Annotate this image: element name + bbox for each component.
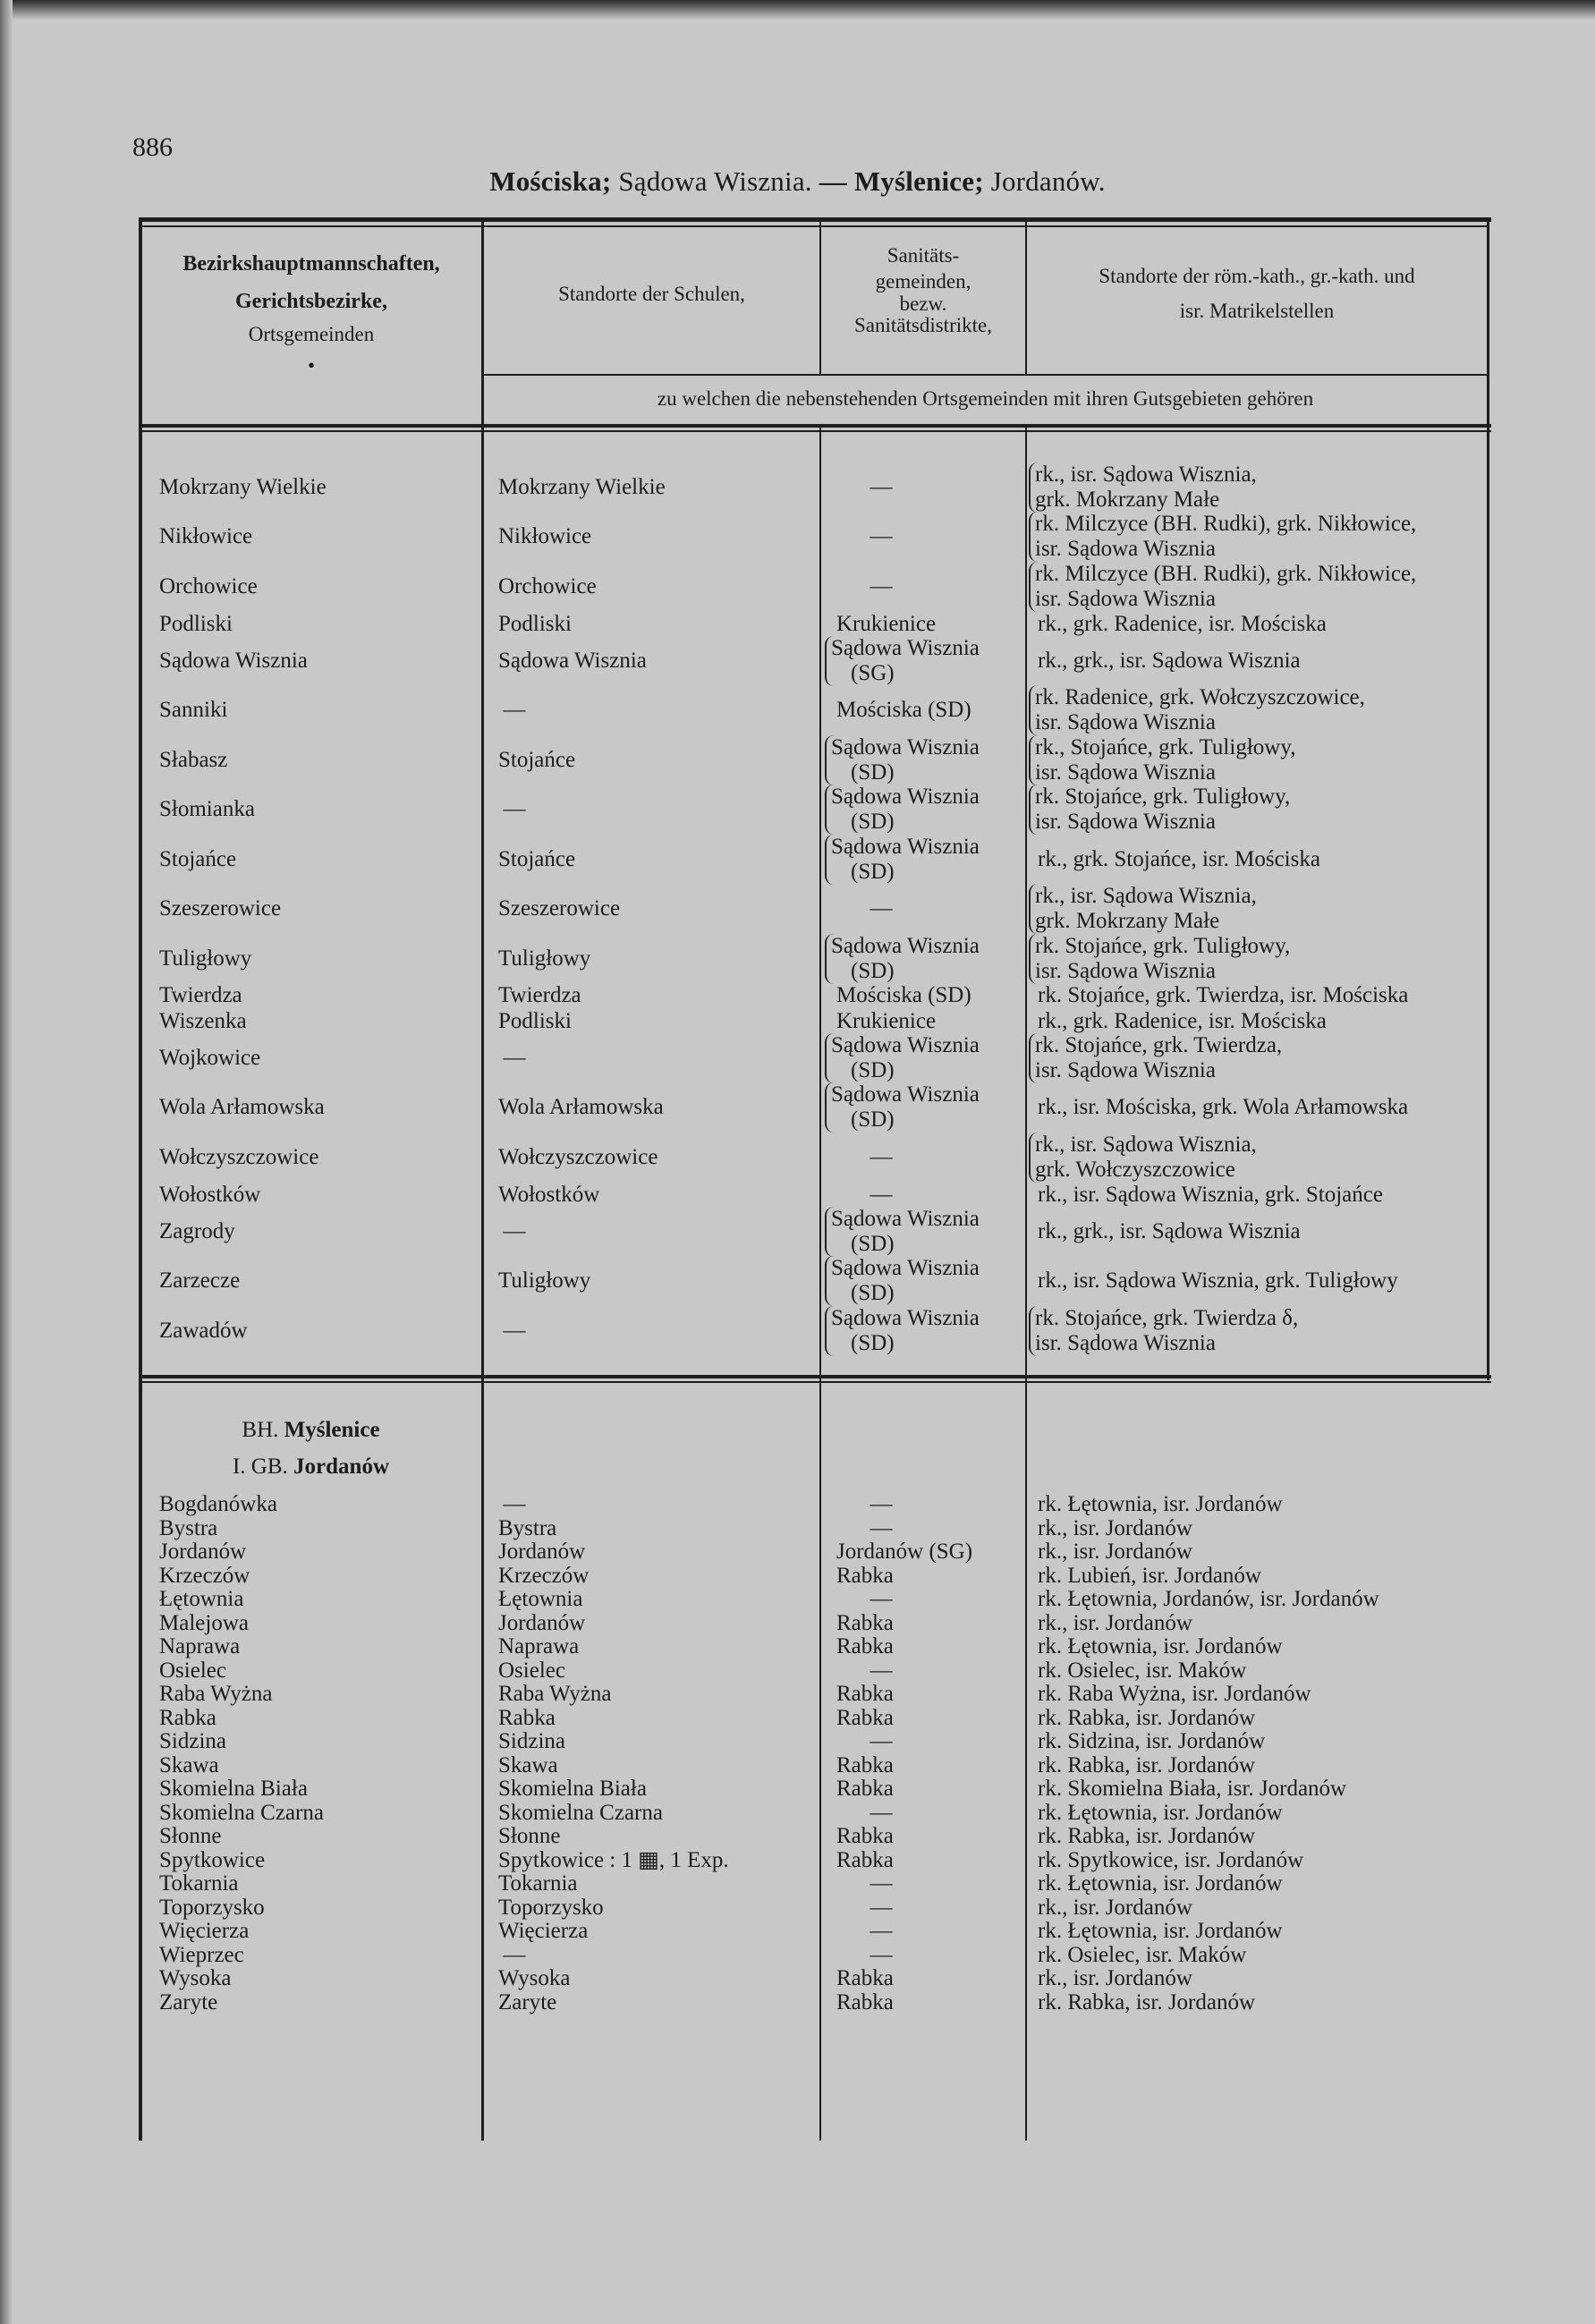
header-col3-line1: Sanitäts- (887, 244, 960, 267)
register-locations-line: isr. Sądowa Wisznia (1035, 537, 1216, 561)
municipality-name: Spytkowice (159, 1847, 266, 1872)
sanitary-district: — (870, 1515, 893, 1540)
municipality-name: Toporzysko (159, 1895, 265, 1920)
sanitary-district (836, 1990, 894, 2015)
school-location: Bystra (498, 1515, 557, 1540)
municipality-name: Mokrzany Wielkie (159, 475, 327, 499)
register-locations-line: rk., grk. Stojańce, isr. Mościska (1038, 847, 1320, 871)
school-location: — (503, 797, 526, 821)
register-locations (1029, 462, 1257, 513)
register-locations (1029, 1132, 1257, 1183)
municipality-name: Naprawa (159, 1634, 241, 1658)
register-locations-line: rk., isr. Jordanów (1038, 1895, 1192, 1920)
table-top-rule-thin (141, 225, 1489, 227)
header-col-schools: Standorte der Schulen, (558, 283, 745, 305)
page-title (0, 165, 1595, 198)
register-locations-line: rk., grk. Radenice, isr. Mościska (1038, 1009, 1327, 1033)
register-locations (1029, 685, 1365, 735)
school-location: Mokrzany Wielkie (498, 475, 666, 499)
sanitary-district-line: Sądowa Wisznia (831, 1256, 980, 1280)
school-location: — (503, 1319, 526, 1343)
register-locations-line: rk., grk., isr. Sądowa Wisznia (1038, 649, 1301, 673)
table-left-border (139, 217, 142, 2141)
sanitary-district (836, 1539, 972, 1565)
school-location: Podliski (498, 1009, 572, 1033)
sanitary-district: — (870, 1145, 893, 1169)
municipality-name: Sidzina (159, 1729, 226, 1753)
sanitary-district: — (870, 1658, 893, 1683)
school-location: Toporzysko (498, 1895, 604, 1920)
sanitary-district (836, 1564, 894, 1589)
district-prefix: BH. (242, 1418, 279, 1442)
register-locations (1038, 1919, 1283, 1944)
register-locations (1029, 735, 1295, 785)
register-locations-line: grk. Wołczyszczowice (1035, 1158, 1235, 1182)
school-location: Osielec (498, 1658, 565, 1683)
sanitary-district-line: Rabka (836, 1752, 894, 1777)
register-locations (1038, 847, 1320, 872)
municipality-name: Skomielna Biała (159, 1777, 308, 1801)
school-location: Twierdza (498, 983, 581, 1007)
sanitary-district-line: (SD) (851, 1058, 895, 1082)
municipality-name: Skomielna Czarna (159, 1800, 324, 1825)
register-locations-line: isr. Sądowa Wisznia (1035, 760, 1216, 785)
register-locations-line: rk. Stojańce, grk. Twierdza, isr. Mościska (1038, 983, 1409, 1007)
school-location: Więcierza (498, 1919, 589, 1943)
register-locations-line: rk. Rabka, isr. Jordanów (1038, 1989, 1256, 2014)
school-location: Słonne (498, 1824, 561, 1848)
school-location: Skomielna Czarna (498, 1800, 663, 1825)
register-locations-line: rk. Lubień, isr. Jordanów (1038, 1563, 1261, 1588)
school-location: — (503, 1046, 526, 1070)
register-locations (1038, 1492, 1283, 1517)
municipality-name: Sądowa Wisznia (159, 649, 308, 673)
register-locations-line: isr. Sądowa Wisznia (1035, 1058, 1216, 1082)
header-col4-line2: isr. Matrikelstellen (1179, 299, 1335, 322)
municipality-name: Wołczyszczowice (159, 1145, 319, 1169)
municipality-name: Raba Wyżna (159, 1682, 273, 1706)
register-locations (1038, 1219, 1301, 1244)
sanitary-district-line: (SD) (851, 1331, 895, 1355)
sanitary-district-line: (SD) (851, 1107, 895, 1132)
sanitary-district-line: Mościska (SD) (836, 983, 971, 1007)
sanitary-district-line: Rabka (836, 1824, 894, 1848)
school-location: Naprawa (498, 1634, 580, 1658)
school-location: Jordanów (498, 1539, 586, 1564)
sanitary-district (825, 1207, 980, 1257)
title-court-1: Sądowa Wisznia. (618, 165, 812, 197)
register-locations (1038, 1824, 1255, 1849)
sanitary-district (836, 1824, 894, 1849)
sanitary-district (825, 1256, 980, 1306)
sanitary-district (836, 1753, 894, 1778)
sanitary-district-line: Sądowa Wisznia (831, 835, 980, 859)
school-location: Zaryte (498, 1989, 557, 2014)
school-location: Rabka (498, 1705, 556, 1730)
municipality-name: Szeszerowice (159, 896, 282, 920)
sanitary-district (836, 1777, 894, 1802)
register-locations-line: rk. Osielec, isr. Maków (1038, 1942, 1247, 1967)
register-locations-line: rk. Spytkowice, isr. Jordanów (1038, 1847, 1304, 1872)
municipality-name: Nikłowice (159, 524, 253, 548)
sanitary-district-line: Sądowa Wisznia (831, 1306, 980, 1330)
district-name: Myślenice (284, 1418, 380, 1442)
header-subheader: zu welchen die nebenstehenden Ortsgemeinden mit ihren Gutsgebieten gehören (657, 387, 1314, 410)
municipality-name: Podliski (159, 612, 233, 636)
register-locations-line: isr. Sądowa Wisznia (1035, 810, 1216, 834)
school-location: Tuligłowy (498, 946, 591, 971)
header-col-sanitary (821, 243, 1025, 339)
school-location: Wołczyszczowice (498, 1145, 658, 1169)
municipality-name: Tokarnia (159, 1871, 239, 1896)
municipality-name: Krzeczów (159, 1563, 250, 1588)
sanitary-district-line: Krukienice (836, 1009, 937, 1033)
sanitary-district: — (870, 1492, 893, 1516)
register-locations (1038, 1871, 1283, 1896)
register-locations-line: rk., Stojańce, grk. Tuligłowy, (1035, 735, 1296, 759)
header-col-municipalities (141, 250, 481, 379)
sanitary-district: — (870, 574, 893, 598)
header-col-registers (1027, 264, 1487, 325)
register-locations-line: grk. Mokrzany Małe (1035, 488, 1220, 512)
register-locations-line: isr. Sądowa Wisznia (1035, 710, 1216, 734)
header-bullet: • (307, 353, 316, 377)
sanitary-district-line: Rabka (836, 1966, 894, 1990)
school-location: Tuligłowy (498, 1268, 591, 1293)
sanitary-district (825, 735, 980, 785)
register-locations (1038, 1943, 1246, 1968)
municipality-name: Więcierza (159, 1919, 250, 1943)
register-locations (1038, 1539, 1192, 1565)
register-locations-line: rk., isr. Sądowa Wisznia, grk. Tuligłowy (1038, 1268, 1398, 1293)
register-locations (1038, 1729, 1265, 1754)
register-locations (1038, 1753, 1255, 1778)
register-locations-line: rk. Łętownia, isr. Jordanów (1038, 1800, 1283, 1825)
municipality-name: Sanniki (159, 698, 228, 722)
register-locations (1038, 1183, 1383, 1208)
header-col1-line3: Ortsgemeinden (248, 323, 375, 345)
sanitary-district (836, 1848, 894, 1873)
school-location: Nikłowice (498, 524, 592, 548)
register-locations-line: rk., isr. Sądowa Wisznia, (1035, 1132, 1257, 1157)
register-locations (1038, 1966, 1192, 1991)
sanitary-district-line: Rabka (836, 1682, 894, 1706)
sanitary-district-line: Rabka (836, 1847, 894, 1872)
sanitary-district-line: Rabka (836, 1563, 894, 1588)
school-location: — (503, 1492, 526, 1516)
sanitary-district: — (870, 1800, 893, 1825)
sanitary-district: — (870, 1183, 893, 1207)
municipality-name: Wola Arłamowska (159, 1095, 325, 1119)
school-location: Podliski (498, 612, 572, 636)
register-locations-line: grk. Mokrzany Małe (1035, 909, 1220, 933)
sanitary-district-line: Sądowa Wisznia (831, 1207, 980, 1231)
municipality-name: Orchowice (159, 574, 258, 598)
school-location: Sidzina (498, 1729, 565, 1753)
school-location: Orchowice (498, 574, 597, 598)
register-locations-line: isr. Sądowa Wisznia (1035, 587, 1216, 611)
school-location: Krzeczów (498, 1563, 590, 1588)
municipality-name: Tuligłowy (159, 946, 252, 971)
header-bottom-rule-thin (139, 430, 1491, 432)
municipality-name: Rabka (159, 1705, 216, 1730)
municipality-name: Twierdza (159, 983, 242, 1007)
sanitary-district (825, 1033, 980, 1083)
header-col1-line2: Gerichtsbezirke, (235, 290, 387, 313)
register-locations (1029, 1306, 1298, 1356)
register-locations-line: rk. Łętownia, isr. Jordanów (1038, 1919, 1283, 1943)
sanitary-district (836, 1634, 894, 1659)
sanitary-district: — (870, 1942, 893, 1967)
register-locations-line: rk. Rabka, isr. Jordanów (1038, 1824, 1256, 1848)
title-district-2: Myślenice; (853, 165, 984, 197)
register-locations-line: rk. Rabka, isr. Jordanów (1038, 1752, 1256, 1777)
sanitary-district: — (870, 524, 893, 548)
register-locations-line: isr. Sądowa Wisznia (1035, 1331, 1216, 1355)
register-locations (1038, 1896, 1192, 1921)
register-locations (1038, 612, 1327, 637)
municipality-name: Wieprzec (159, 1942, 244, 1967)
register-locations-line: rk., isr. Jordanów (1038, 1610, 1192, 1635)
municipality-name: Zaryte (159, 1989, 218, 2014)
register-locations (1029, 934, 1290, 984)
register-locations-line: rk. Łętownia, isr. Jordanów (1038, 1871, 1283, 1896)
school-location: Sądowa Wisznia (498, 649, 647, 673)
court-prefix: I. GB. (232, 1455, 288, 1479)
register-locations (1038, 1564, 1261, 1589)
municipality-name: Zarzecze (159, 1268, 241, 1293)
sanitary-district-line: (SD) (851, 810, 895, 834)
register-locations (1038, 1268, 1398, 1293)
register-locations-line: rk. Milczyce (BH. Rudki), grk. Nikłowice, (1035, 512, 1417, 536)
register-locations (1029, 785, 1290, 835)
header-col3-line2: gemeinden, (875, 269, 971, 293)
sanitary-district-line: (SD) (851, 1281, 895, 1305)
sanitary-district (836, 1682, 894, 1707)
title-court-2: Jordanów. (990, 165, 1106, 197)
table-right-border (1487, 222, 1489, 1380)
school-location: Szeszerowice (498, 896, 621, 920)
register-locations (1038, 1587, 1379, 1612)
municipality-name: Osielec (159, 1658, 226, 1683)
school-location: Wola Arłamowska (498, 1095, 664, 1119)
register-locations (1038, 1706, 1255, 1731)
register-locations-line: rk., grk., isr. Sądowa Wisznia (1038, 1219, 1301, 1243)
sanitary-district-line: (SD) (851, 860, 895, 884)
sanitary-district (825, 835, 980, 885)
sanitary-district: — (870, 1871, 893, 1896)
register-locations-line: rk. Łętownia, isr. Jordanów (1038, 1634, 1283, 1658)
school-location: Łętownia (498, 1587, 583, 1611)
municipality-name: Zawadów (159, 1319, 248, 1343)
sanitary-district-line: Rabka (836, 1705, 894, 1730)
register-locations (1038, 983, 1408, 1008)
school-location: — (503, 698, 526, 722)
register-locations-line: rk. Milczyce (BH. Rudki), grk. Nikłowice, (1035, 562, 1417, 586)
register-locations-line: rk. Łętownia, Jordanów, isr. Jordanów (1038, 1587, 1379, 1611)
register-locations-line: rk. Stojańce, grk. Tuligłowy, (1035, 785, 1291, 809)
column-divider-3-body (1025, 428, 1027, 2141)
municipality-name: Słabasz (159, 748, 228, 772)
register-locations-line: rk. Stojańce, grk. Twierdza, (1035, 1033, 1283, 1057)
register-locations-line: rk. Sidzina, isr. Jordanów (1038, 1729, 1266, 1753)
register-locations-line: rk., isr. Jordanów (1038, 1539, 1192, 1564)
register-locations (1038, 1095, 1408, 1120)
municipality-name: Bystra (159, 1515, 218, 1540)
sanitary-district (836, 612, 936, 637)
municipality-name: Słomianka (159, 797, 255, 821)
school-location: — (503, 1942, 526, 1967)
register-locations-line: rk., isr. Sądowa Wisznia, (1035, 462, 1257, 487)
sanitary-district-line: Krukienice (836, 612, 937, 636)
register-locations-line: rk., grk. Radenice, isr. Mościska (1038, 612, 1327, 636)
court-heading (139, 1455, 483, 1480)
school-location: Tokarnia (498, 1871, 578, 1896)
sanitary-district-line: Sądowa Wisznia (831, 1082, 980, 1107)
sanitary-district: — (870, 1729, 893, 1753)
school-location: Jordanów (498, 1610, 586, 1635)
sanitary-district (825, 636, 980, 686)
register-locations (1038, 1801, 1283, 1826)
header-bottom-rule (139, 424, 1491, 428)
register-locations-line: isr. Sądowa Wisznia (1035, 959, 1216, 983)
sanitary-district-line: Rabka (836, 1989, 894, 2014)
register-locations-line: rk., isr. Jordanów (1038, 1966, 1192, 1990)
register-locations (1038, 649, 1301, 674)
title-district-1: Mościska; (489, 165, 612, 197)
register-locations-line: rk., isr. Sądowa Wisznia, (1035, 884, 1257, 908)
register-locations-line: rk. Skomielna Biała, isr. Jordanów (1038, 1777, 1347, 1801)
sanitary-district (836, 698, 971, 723)
register-locations (1029, 562, 1416, 612)
sanitary-district-line: Sądowa Wisznia (831, 1033, 980, 1057)
scan-edge-top (0, 0, 1595, 20)
municipality-name: Skawa (159, 1752, 219, 1777)
scan-edge-left (0, 0, 13, 2324)
sanitary-district: — (870, 1587, 893, 1611)
column-divider-1 (481, 222, 484, 2141)
sanitary-district: — (870, 1919, 893, 1943)
sanitary-district (836, 1611, 894, 1636)
table-top-rule (139, 217, 1491, 222)
register-locations (1038, 1682, 1311, 1707)
sanitary-district-line: Rabka (836, 1610, 894, 1635)
register-locations-line: rk., isr. Mościska, grk. Wola Arłamowska (1038, 1095, 1409, 1119)
municipality-name: Bogdanówka (159, 1492, 277, 1516)
register-locations-line: rk., isr. Sądowa Wisznia, grk. Stojańce (1038, 1183, 1383, 1207)
column-divider-2-body (819, 428, 821, 2141)
sanitary-district: — (870, 1895, 893, 1920)
municipality-name: Stojańce (159, 847, 237, 871)
register-locations (1038, 1658, 1246, 1684)
sanitary-district-line: (SD) (851, 959, 895, 983)
municipality-name: Jordanów (159, 1539, 247, 1564)
school-location: Stojańce (498, 748, 576, 772)
register-locations-line: rk. Radenice, grk. Wołczyszczowice, (1035, 685, 1365, 709)
school-location: Stojańce (498, 847, 576, 871)
register-locations-line: rk. Stojańce, grk. Tuligłowy, (1035, 934, 1291, 958)
municipality-name: Zagrody (159, 1219, 235, 1243)
register-locations (1029, 1033, 1282, 1083)
sanitary-district-line: Sądowa Wisznia (831, 636, 980, 660)
school-location: — (503, 1219, 526, 1243)
header-col3-line4: Sanitätsdistrikte, (854, 314, 992, 337)
sanitary-district (825, 1082, 980, 1132)
register-locations-line: rk. Osielec, isr. Maków (1038, 1658, 1247, 1683)
header-col3-line3: bezw. (899, 292, 947, 315)
sanitary-district: — (870, 896, 893, 920)
sanitary-district-line: Rabka (836, 1634, 894, 1658)
page-number: 886 (132, 132, 173, 162)
register-locations (1029, 512, 1416, 562)
sanitary-district (825, 1306, 980, 1356)
school-location: Wołostków (498, 1183, 600, 1207)
section-separator-rule-thin (139, 1381, 1491, 1383)
sanitary-district-line: Mościska (SD) (836, 698, 971, 722)
sanitary-district (825, 785, 980, 835)
sanitary-district (825, 934, 980, 984)
court-name: Jordanów (293, 1455, 390, 1479)
sanitary-district: — (870, 475, 893, 499)
section-separator-rule (139, 1375, 1491, 1378)
header-col4-line1: Standorte der röm.-kath., gr.-kath. und (1099, 265, 1415, 287)
school-location: Skawa (498, 1752, 558, 1777)
municipality-name: Wiszenka (159, 1009, 247, 1033)
district-heading (139, 1418, 483, 1443)
register-locations-line: rk. Stojańce, grk. Twierdza δ, (1035, 1306, 1299, 1330)
subheader-rule (483, 374, 1489, 376)
sanitary-district-line: Sądowa Wisznia (831, 785, 980, 809)
register-locations-line: rk. Łętownia, isr. Jordanów (1038, 1492, 1283, 1516)
register-locations-line: rk., isr. Jordanów (1038, 1515, 1192, 1540)
sanitary-district-line: (SD) (851, 1232, 895, 1256)
sanitary-district-line: Sądowa Wisznia (831, 735, 980, 759)
school-location: Raba Wyżna (498, 1682, 612, 1706)
sanitary-district (836, 983, 971, 1008)
register-locations (1038, 1009, 1327, 1034)
municipality-name: Słonne (159, 1824, 222, 1848)
school-location: Skomielna Biała (498, 1777, 647, 1801)
municipality-name: Wysoka (159, 1966, 232, 1990)
header-col1-line1: Bezirkshauptmannschaften, (182, 252, 440, 276)
register-locations (1038, 1777, 1346, 1802)
register-locations (1038, 1611, 1192, 1636)
sanitary-district (836, 1706, 894, 1731)
register-locations (1029, 884, 1257, 934)
sanitary-district-line: Jordanów (SG) (836, 1539, 973, 1564)
school-location: Wysoka (498, 1966, 571, 1990)
register-locations (1038, 1848, 1303, 1873)
sanitary-district (836, 1009, 936, 1034)
title-separator: — (819, 165, 847, 197)
sanitary-district (836, 1966, 894, 1991)
municipality-name: Wołostków (159, 1183, 261, 1207)
register-locations (1038, 1990, 1255, 2015)
sanitary-district-line: (SD) (851, 760, 895, 785)
sanitary-district-line: Rabka (836, 1777, 894, 1801)
sanitary-district-line: (SG) (851, 661, 895, 685)
sanitary-district-line: Sądowa Wisznia (831, 934, 980, 958)
register-locations (1038, 1634, 1283, 1659)
municipality-name: Łętownia (159, 1587, 244, 1611)
register-locations-line: rk. Raba Wyżna, isr. Jordanów (1038, 1682, 1311, 1706)
register-locations (1038, 1516, 1192, 1541)
municipality-name: Wojkowice (159, 1046, 261, 1070)
municipality-name: Malejowa (159, 1610, 249, 1635)
school-location: Spytkowice : 1 ▦, 1 Exp. (498, 1847, 729, 1872)
register-locations-line: rk. Rabka, isr. Jordanów (1038, 1705, 1256, 1730)
